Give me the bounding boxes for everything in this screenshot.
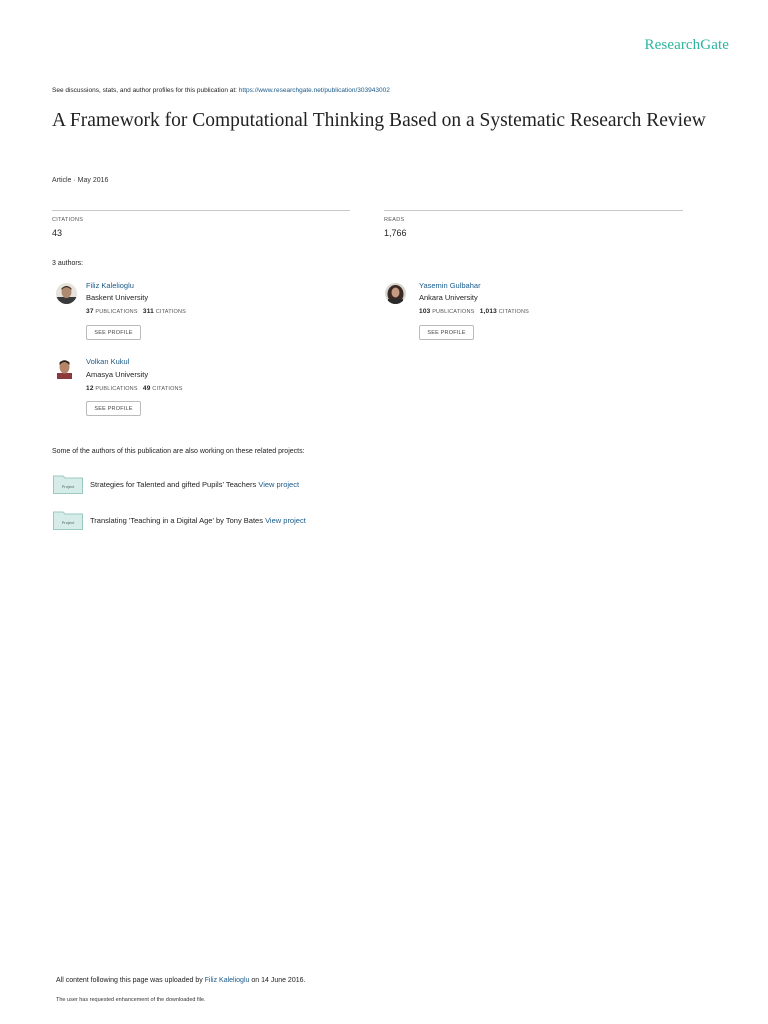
author-name-3[interactable]: Volkan Kukul	[86, 357, 130, 366]
paper-title: A Framework for Computational Thinking Based on a Systematic Research Review	[52, 110, 706, 131]
author-name-1[interactable]: Filiz Kalelioglu	[86, 281, 134, 290]
see-profile-button-1[interactable]: SEE PROFILE	[86, 325, 141, 340]
article-meta: Article · May 2016	[52, 177, 109, 184]
enhancement-note: The user has requested enhancement of the downloaded file.	[56, 997, 206, 1003]
avatar-author-1[interactable]	[56, 283, 77, 304]
project-folder-icon	[53, 510, 83, 530]
related-projects-label: Some of the authors of this publication are also working on these related projects:	[52, 448, 305, 455]
author-publications-1: 37	[86, 308, 94, 315]
discussions-text: See discussions, stats, and author profiles for this publication at:	[52, 87, 239, 94]
discussions-line	[52, 87, 390, 94]
citations-label: CITATIONS	[52, 217, 84, 223]
publication-link[interactable]: https://www.researchgate.net/publication/303943002	[238, 87, 390, 94]
view-project-link-1[interactable]: View project	[258, 480, 300, 489]
author-citations-2: 1,013	[479, 308, 497, 315]
author-publications-3: 12	[86, 385, 94, 392]
related-project-2	[90, 516, 306, 525]
avatar-author-3[interactable]	[54, 358, 75, 379]
author-stats-2: 103 PUBLICATIONS 1,013 CITATIONS	[419, 308, 530, 315]
citations-value: 43	[52, 228, 63, 238]
project-folder-icon	[53, 474, 83, 494]
reads-label: READS	[384, 217, 405, 223]
authors-label: 3 authors:	[52, 260, 84, 267]
author-name-2[interactable]: Yasemin Gulbahar	[419, 281, 481, 290]
uploader-link[interactable]: Filiz Kalelioglu	[204, 977, 250, 984]
svg-text:Project: Project	[61, 484, 75, 489]
author-institution-2: Ankara University	[419, 293, 478, 302]
reads-divider	[384, 210, 683, 211]
author-citations-3: 49	[142, 385, 151, 392]
project-title-1: Strategies for Talented and gifted Pupils' Teachers	[90, 480, 259, 489]
reads-value: 1,766	[384, 228, 407, 238]
avatar-author-2[interactable]	[385, 283, 406, 304]
author-citations-1: 311	[142, 308, 154, 315]
author-institution-1: Baskent University	[86, 293, 149, 302]
view-project-link-2[interactable]: View project	[265, 516, 306, 525]
see-profile-button-2[interactable]: SEE PROFILE	[419, 325, 474, 340]
author-stats-1: 37 PUBLICATIONS 311 CITATIONS	[86, 308, 187, 315]
see-profile-button-3[interactable]: SEE PROFILE	[86, 401, 141, 416]
related-project-1	[90, 480, 299, 489]
project-title-2: Translating 'Teaching in a Digital Age' by Tony Bates	[90, 516, 266, 525]
researchgate-logo[interactable]: ResearchGate	[644, 37, 729, 53]
author-publications-2: 103	[419, 308, 431, 315]
author-institution-3: Amasya University	[86, 370, 149, 379]
author-stats-3: 12 PUBLICATIONS 49 CITATIONS	[86, 385, 183, 392]
svg-text:Project: Project	[61, 520, 75, 525]
citations-divider	[52, 210, 350, 211]
upload-notice: All content following this page was uploaded by Filiz Kalelioglu on 14 June 2016.	[56, 977, 306, 984]
